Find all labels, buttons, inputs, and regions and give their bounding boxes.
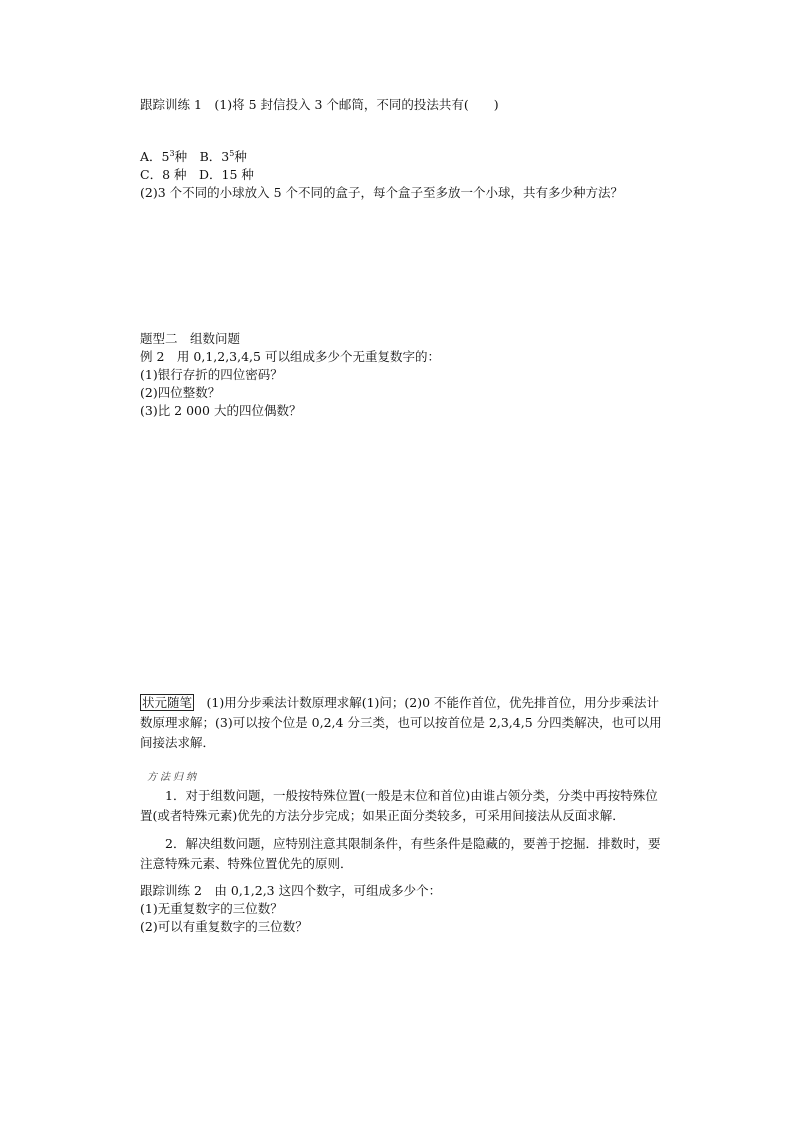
type2-title: 题型二 组数问题 <box>140 331 241 346</box>
hint-tag: 状元随笔 <box>142 695 193 710</box>
example2-sub1: (1)银行存折的四位密码？ <box>140 367 283 382</box>
option-b-text: 种 B．3 <box>174 149 230 164</box>
hint-text: (1)用分步乘法计数原理求解(1)问；(2)0 不能作首位，优先排首位，用分步乘法计数原理求解；(3)可以按个位是 0,2,4 分三类，也可以按首位是 2,3,4,5 分四类解决，也可以用间接法求解． <box>140 695 662 750</box>
practice1-question-2: (2)3 个不同的小球放入 5 个不同的盒子，每个盒子至多放一个小球，共有多少种方法？ <box>140 185 624 200</box>
method-summary-heading: 方法归纳 <box>147 772 199 783</box>
practice1-options-ab <box>140 148 247 166</box>
method-paragraph-2: 2．解决组数问题，应特别注意其限制条件，有些条件是隐藏的，要善于挖掘．排数时，要注意特殊元素、特殊位置优先的原则． <box>140 836 661 871</box>
option-b-exponent: 5 <box>229 148 235 158</box>
option-a-text: A．5 <box>140 149 170 164</box>
option-a-exponent: 3 <box>169 148 175 158</box>
hint-paragraph <box>140 693 668 753</box>
example2-sub2: (2)四位整数？ <box>140 385 221 400</box>
example2-stem: 例 2 用 0,1,2,3,4,5 可以组成多少个无重复数字的： <box>140 349 440 364</box>
example2-sub3: (3)比 2 000 大的四位偶数？ <box>140 403 302 418</box>
practice1-question-1: 跟踪训练 1 (1)将 5 封信投入 3 个邮筒，不同的投法共有( ) <box>140 97 499 112</box>
practice2-sub1: (1)无重复数字的三位数？ <box>140 901 283 916</box>
practice1-options-cd: C．8 种 D．15 种 <box>140 167 254 182</box>
practice2-stem: 跟踪训练 2 由 0,1,2,3 这四个数字，可组成多少个： <box>140 883 442 898</box>
method-paragraph-1: 1．对于组数问题，一般按特殊位置(一般是末位和首位)由谁占领分类，分类中再按特殊位置(或者特殊元素)优先的方法分步完成；如果正面分类较多，可采用间接法从反面求解． <box>140 788 658 823</box>
option-b-unit: 种 <box>234 149 247 164</box>
practice2-sub2: (2)可以有重复数字的三位数？ <box>140 919 308 934</box>
